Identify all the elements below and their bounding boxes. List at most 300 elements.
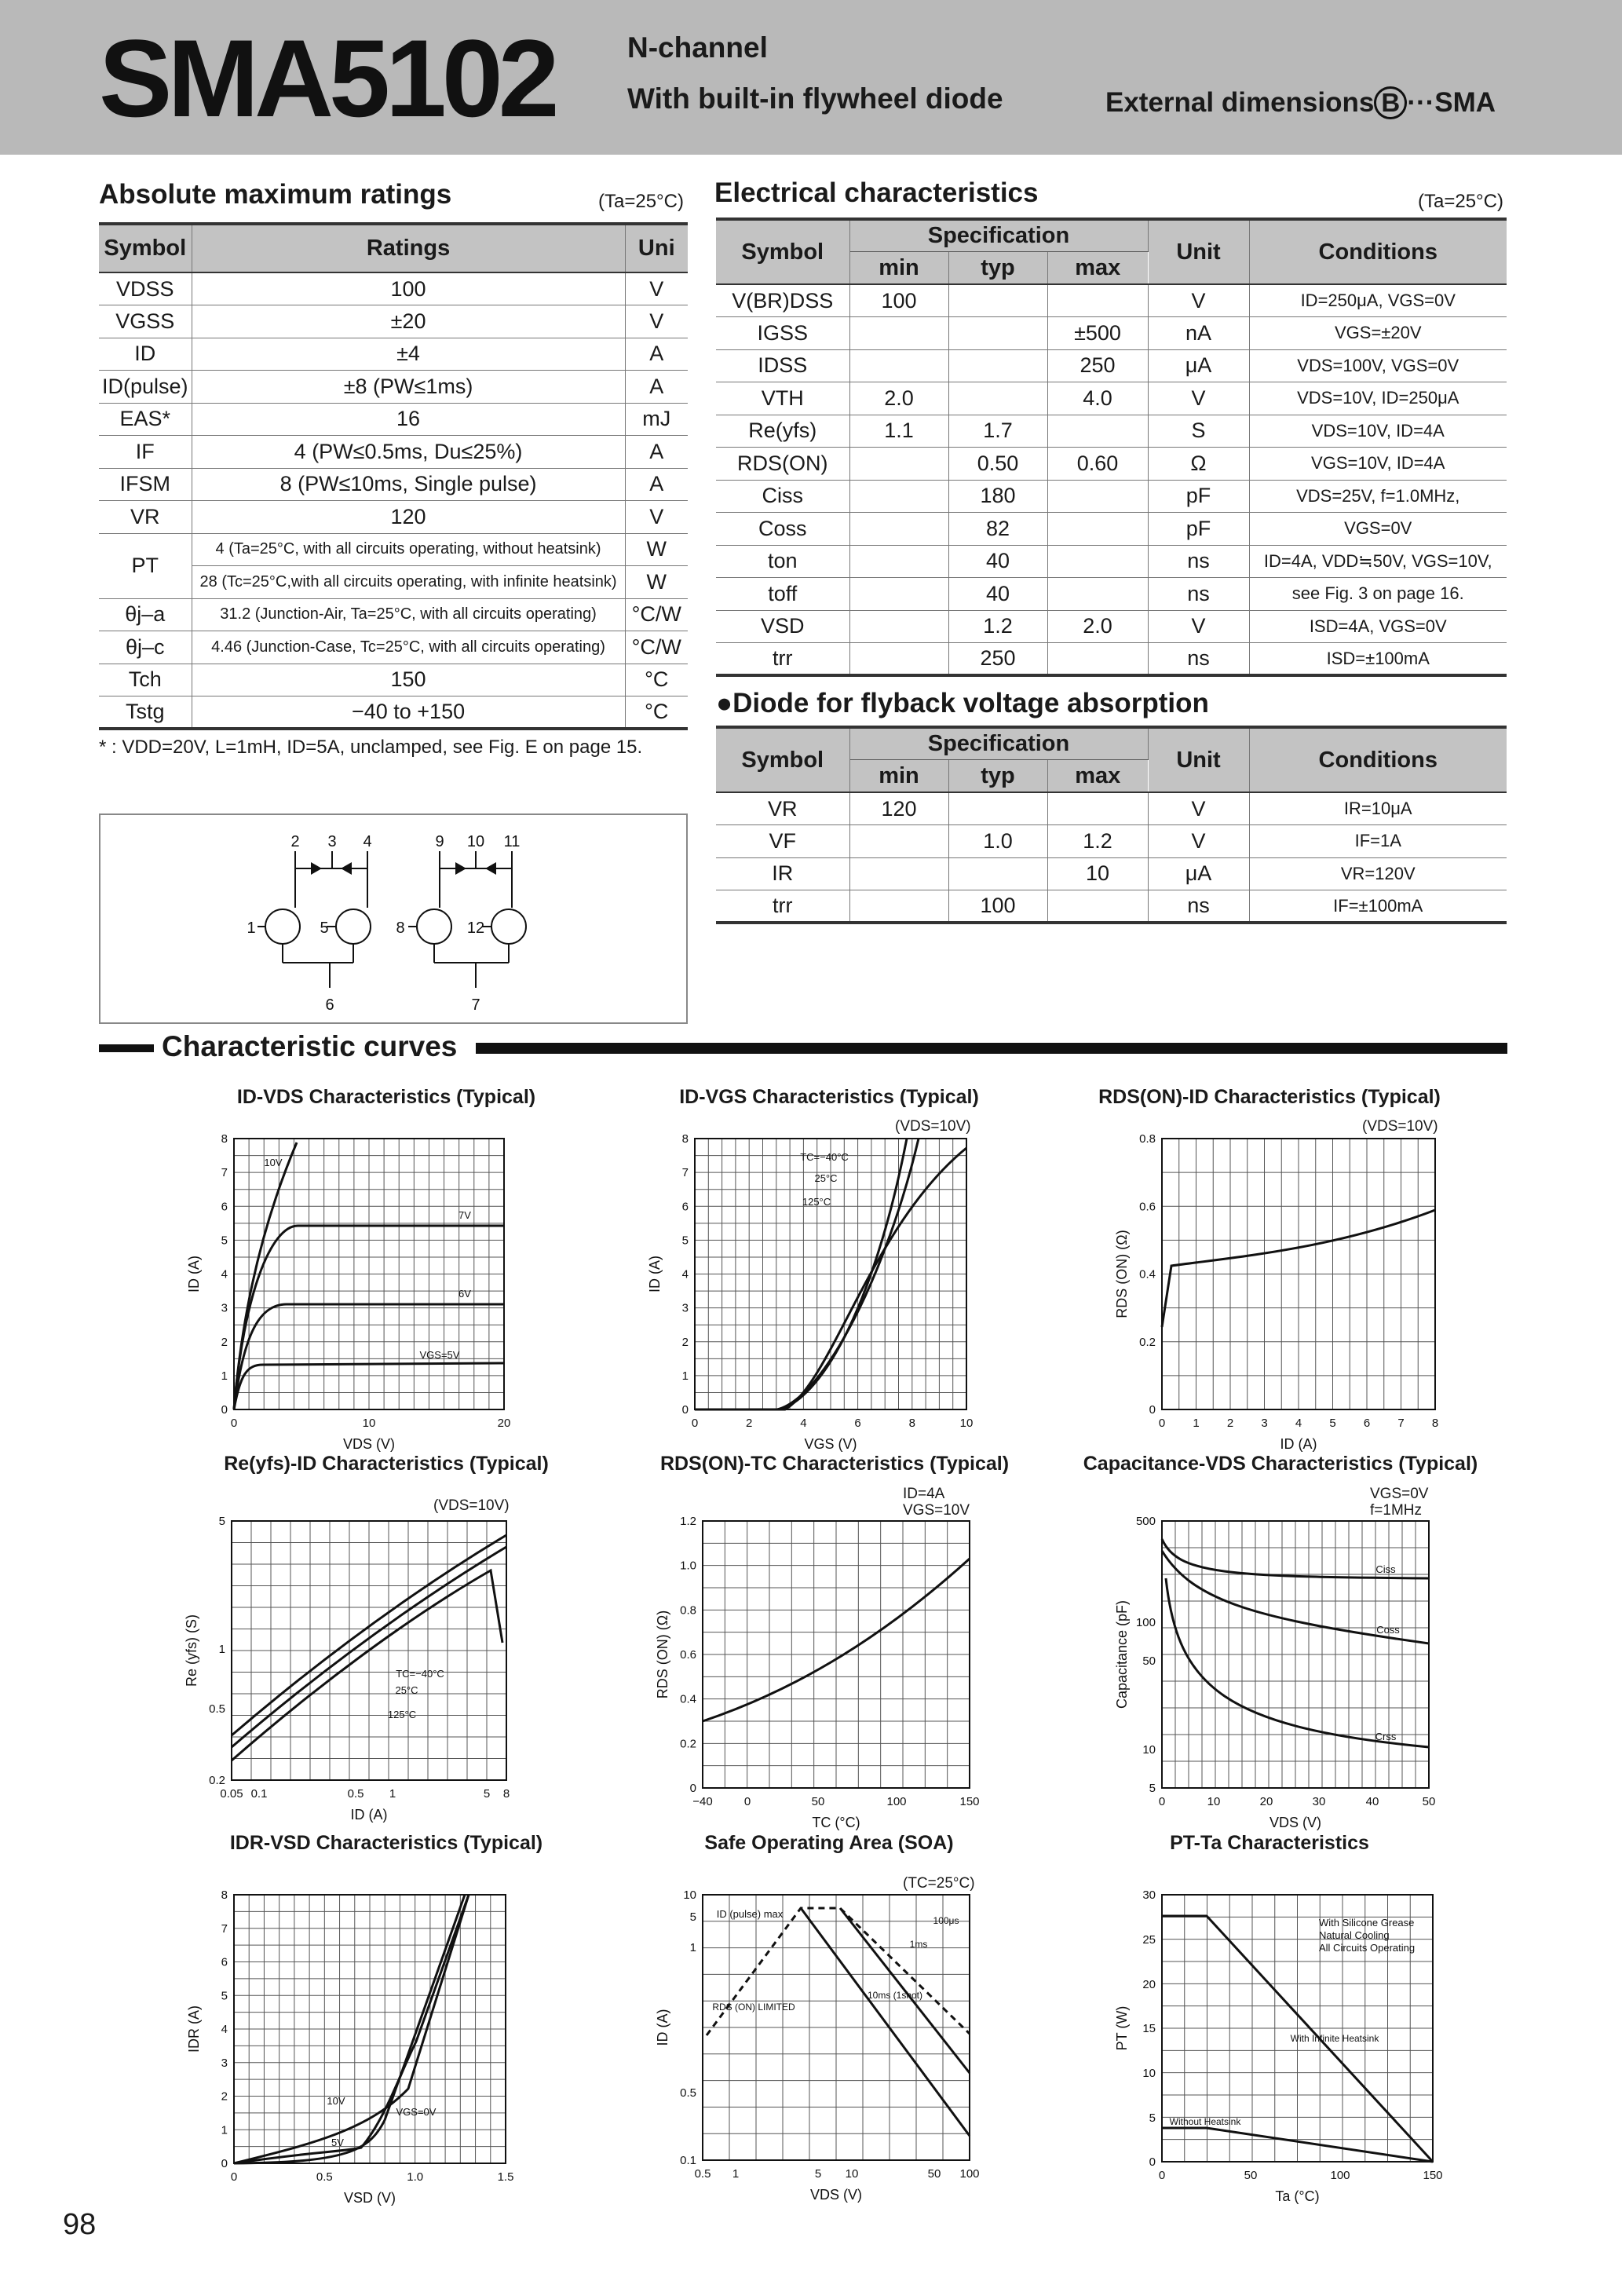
page-number: 98: [63, 2208, 97, 2241]
elec-header-unit: Unit: [1148, 219, 1249, 284]
y-axis-label: PT (W): [1114, 2005, 1130, 2051]
x-tick-label: 8: [502, 1787, 510, 1801]
chart6-title: Capacitance-VDS Characteristics (Typical): [1083, 1453, 1478, 1475]
x-tick-label: 50: [1244, 2169, 1258, 2182]
curve-soa-10ms: [801, 1908, 970, 2136]
elec-conditions: ISD=4A, VGS=0V: [1249, 610, 1507, 643]
x-tick-label: 0.5: [694, 2167, 711, 2181]
chart8-title: Safe Operating Area (SOA): [704, 1832, 954, 1854]
chart2-condition: (VDS=10V): [895, 1118, 971, 1135]
x-tick-label: 40: [1365, 1795, 1379, 1808]
x-tick-label: 5: [1329, 1417, 1336, 1430]
y-tick-label: 0.4: [680, 1692, 696, 1706]
x-tick-label: 0.05: [220, 1787, 243, 1801]
elec-symbol: trr: [716, 643, 849, 676]
elec-symbol: IGSS: [716, 317, 849, 350]
chart5-condition-id: ID=4A: [903, 1486, 945, 1502]
elec-condition: (Ta=25°C): [1418, 191, 1503, 212]
y-tick-label: 0.2: [209, 1774, 225, 1787]
elec-conditions: see Fig. 3 on page 16.: [1249, 578, 1507, 611]
y-tick-label: 25: [1142, 1933, 1156, 1947]
pin-9: 9: [435, 833, 444, 850]
amr-rating: 4.46 (Junction-Case, Tc=25°C, with all circuits operating): [192, 631, 625, 664]
x-tick-label: 6: [854, 1417, 861, 1430]
diode-header-conditions: Conditions: [1249, 727, 1507, 792]
amr-unit: V: [625, 272, 688, 305]
x-tick-label: 10: [362, 1417, 376, 1430]
curve-label-idpulse: ID (pulse) max: [716, 1908, 784, 1920]
chart6-condition-f: f=1MHz: [1370, 1502, 1422, 1519]
y-tick-label: 3: [221, 2056, 228, 2070]
elec-max: 4.0: [1047, 382, 1148, 415]
x-tick-label: 5: [483, 1787, 491, 1801]
amr-unit: A: [625, 338, 688, 371]
curve-label-125c: 125°C: [387, 1709, 417, 1720]
amr-rating: 100: [192, 272, 625, 305]
chart-1: [234, 1139, 504, 1409]
amr-footnote: * : VDD=20V, L=1mH, ID=5A, unclamped, see Fig. E on page 15.: [99, 737, 643, 758]
chart9-title: PT-Ta Characteristics: [1170, 1832, 1369, 1854]
amr-unit: °C: [625, 696, 688, 729]
diode-max: 1.2: [1047, 825, 1148, 858]
y-tick-label: 20: [1142, 1978, 1156, 1991]
diode-header-spec: Specification: [849, 727, 1148, 760]
amr-rating: 4 (Ta=25°C, with all circuits operating, without heatsink): [192, 533, 625, 566]
y-tick-label: 8: [221, 1888, 228, 1902]
y-tick-label: 6: [681, 1200, 689, 1214]
elec-unit: μA: [1148, 349, 1249, 382]
y-tick-label: 7: [221, 1166, 228, 1180]
y-tick-label: 3: [221, 1301, 228, 1315]
x-axis-label: ID (A): [1280, 1436, 1317, 1452]
y-tick-label: 5: [1149, 2111, 1156, 2125]
y-tick-label: 8: [221, 1132, 228, 1146]
amr-unit: A: [625, 436, 688, 469]
y-tick-label: 8: [681, 1132, 689, 1146]
x-tick-label: 1: [1193, 1417, 1200, 1430]
elec-unit: V: [1148, 610, 1249, 643]
curve-label-125c: 125°C: [802, 1196, 831, 1208]
elec-typ: 1.7: [948, 415, 1047, 448]
y-tick-label: 1.2: [680, 1515, 696, 1528]
elec-typ: 250: [948, 643, 1047, 676]
amr-header-symbol: Symbol: [99, 224, 192, 272]
x-axis-label: TC (°C): [812, 1815, 860, 1830]
elec-typ: 40: [948, 545, 1047, 578]
diode-typ: 1.0: [948, 825, 1047, 858]
amr-rating: ±8 (PW≤1ms): [192, 371, 625, 404]
amr-symbol: EAS*: [99, 403, 192, 436]
elec-conditions: VDS=100V, VGS=0V: [1249, 349, 1507, 382]
elec-typ: 82: [948, 513, 1047, 546]
elec-conditions: ISD=±100mA: [1249, 643, 1507, 676]
pin-3: 3: [327, 833, 337, 850]
y-tick-label: 5: [218, 1515, 225, 1528]
x-tick-label: 10: [1207, 1795, 1221, 1808]
curve-label-ciss: Ciss: [1375, 1563, 1396, 1575]
y-tick-label: 0.5: [209, 1702, 225, 1716]
y-tick-label: 2: [221, 1335, 228, 1349]
amr-rating: ±20: [192, 305, 625, 338]
amr-symbol: IFSM: [99, 468, 192, 501]
x-tick-label: 0.1: [250, 1787, 268, 1801]
elec-symbol: VTH: [716, 382, 849, 415]
y-tick-label: 1: [681, 1369, 689, 1383]
x-tick-label: 50: [811, 1795, 825, 1808]
pin-5: 5: [320, 919, 329, 937]
x-tick-label: 30: [1312, 1795, 1326, 1808]
y-tick-label: 0.5: [680, 2086, 696, 2100]
y-tick-label: 0: [681, 1403, 689, 1417]
diode-header-min: min: [849, 760, 948, 793]
elec-unit: ns: [1148, 545, 1249, 578]
amr-rating: 28 (Tc=25°C,with all circuits operating, with infinite heatsink): [192, 566, 625, 599]
y-tick-label: 0.2: [680, 1737, 696, 1751]
pin-8: 8: [396, 919, 405, 937]
pin-10: 10: [466, 833, 485, 850]
y-tick-label: 0.2: [1139, 1335, 1156, 1349]
curve-label-25c: 25°C: [395, 1684, 418, 1696]
y-tick-label: 0: [221, 2157, 228, 2170]
amr-unit: A: [625, 371, 688, 404]
curve-label-coss: Coss: [1376, 1624, 1400, 1636]
y-axis-label: IDR (A): [186, 2005, 202, 2053]
elec-unit: S: [1148, 415, 1249, 448]
x-tick-label: 0.5: [316, 2170, 333, 2184]
elec-header-conditions: Conditions: [1249, 219, 1507, 284]
curve-crss: [1166, 1578, 1429, 1747]
diode-header-typ: typ: [948, 760, 1047, 793]
y-tick-label: 5: [681, 1234, 689, 1248]
diode-symbol: trr: [716, 890, 849, 923]
elec-conditions: VGS=0V: [1249, 513, 1507, 546]
y-tick-label: 10: [1142, 1743, 1156, 1757]
elec-unit: ns: [1148, 578, 1249, 611]
chart-7: [234, 1895, 506, 2163]
amr-unit: W: [625, 533, 688, 566]
diode-unit: ns: [1148, 890, 1249, 923]
y-axis-label: ID (A): [186, 1256, 202, 1292]
y-tick-label: 5: [221, 1234, 228, 1248]
diode-unit: V: [1148, 792, 1249, 825]
x-tick-label: 0: [743, 1795, 751, 1808]
y-tick-label: 0.8: [1139, 1132, 1156, 1146]
x-tick-label: 5: [814, 2167, 822, 2181]
y-tick-label: 1.0: [680, 1559, 696, 1573]
x-tick-label: 150: [1423, 2169, 1443, 2182]
elec-symbol: RDS(ON): [716, 448, 849, 481]
elec-unit: pF: [1148, 480, 1249, 513]
elec-unit: Ω: [1148, 448, 1249, 481]
y-tick-label: 1: [221, 1369, 228, 1383]
elec-symbol: ton: [716, 545, 849, 578]
y-tick-label: 1: [689, 1941, 696, 1954]
y-tick-label: 6: [221, 1955, 228, 1969]
y-tick-label: 1: [221, 2123, 228, 2137]
elec-conditions: VGS=±20V: [1249, 317, 1507, 350]
x-tick-label: 50: [1422, 1795, 1436, 1808]
amr-unit: V: [625, 501, 688, 534]
elec-unit: V: [1148, 382, 1249, 415]
y-axis-label: Re (yfs) (S): [184, 1614, 199, 1687]
pin-11: 11: [503, 833, 521, 850]
x-tick-label: 20: [1259, 1795, 1273, 1808]
elec-header-typ: typ: [948, 252, 1047, 285]
y-tick-label: 0: [221, 1403, 228, 1417]
y-tick-label: 50: [1142, 1654, 1156, 1668]
elec-conditions: VDS=10V, ID=4A: [1249, 415, 1507, 448]
diode-max: 10: [1047, 857, 1148, 890]
x-tick-label: 0: [1158, 1417, 1166, 1430]
curve-label-10v: 10V: [264, 1157, 283, 1168]
x-axis-label: VDS (V): [1269, 1815, 1322, 1830]
diode-header-symbol: Symbol: [716, 727, 849, 792]
elec-max: 250: [1047, 349, 1148, 382]
elec-max: 2.0: [1047, 610, 1148, 643]
elec-symbol: Ciss: [716, 480, 849, 513]
y-tick-label: 15: [1142, 2022, 1156, 2035]
ext-label: External dimensions: [1105, 87, 1375, 118]
chart7-title: IDR-VSD Characteristics (Typical): [229, 1832, 543, 1854]
amr-symbol: θj–a: [99, 598, 192, 631]
y-tick-label: 0.6: [680, 1648, 696, 1662]
elec-unit: nA: [1148, 317, 1249, 350]
amr-unit: A: [625, 468, 688, 501]
amr-unit: mJ: [625, 403, 688, 436]
amr-title: Absolute maximum ratings: [99, 179, 452, 210]
x-tick-label: 100: [1330, 2169, 1350, 2182]
chart2-title: ID-VGS Characteristics (Typical): [679, 1086, 979, 1108]
y-tick-label: 1: [218, 1643, 225, 1656]
x-tick-label: 1: [732, 2167, 740, 2181]
diode-typ: 100: [948, 890, 1047, 923]
pin-6: 6: [325, 996, 334, 1014]
amr-rating: −40 to +150: [192, 696, 625, 729]
y-tick-label: 2: [221, 2089, 228, 2104]
x-axis-label: Ta (°C): [1275, 2188, 1320, 2204]
x-tick-label: 1: [389, 1787, 396, 1801]
y-tick-label: 30: [1142, 1888, 1156, 1902]
x-tick-label: −40: [692, 1795, 713, 1808]
y-tick-label: 500: [1135, 1515, 1156, 1528]
curve-label-10v: 10V: [327, 2095, 345, 2107]
subtitle-channel: N-channel: [627, 31, 768, 64]
x-tick-label: 50: [927, 2167, 941, 2181]
amr-symbol: Tstg: [99, 696, 192, 729]
elec-unit: V: [1148, 284, 1249, 317]
elec-typ: 40: [948, 578, 1047, 611]
elec-unit: pF: [1148, 513, 1249, 546]
elec-symbol: IDSS: [716, 349, 849, 382]
amr-unit: °C/W: [625, 598, 688, 631]
curve-label-without: Without Heatsink: [1169, 2116, 1241, 2127]
note-natural-cooling: Natural Cooling: [1319, 1929, 1390, 1941]
chart-5: [703, 1521, 970, 1788]
pin-1: 1: [247, 919, 256, 937]
x-axis-label: VDS (V): [809, 2187, 863, 2203]
x-tick-label: 2: [1226, 1417, 1234, 1430]
y-tick-label: 3: [681, 1301, 689, 1315]
curve-label-m40c: TC=−40°C: [800, 1151, 849, 1163]
x-tick-label: 8: [908, 1417, 915, 1430]
diode-header-unit: Unit: [1148, 727, 1249, 792]
amr-symbol: VDSS: [99, 272, 192, 305]
amr-symbol: VGSS: [99, 305, 192, 338]
curve-label-7v: 7V: [458, 1209, 471, 1221]
elec-conditions: VDS=10V, ID=250μA: [1249, 382, 1507, 415]
y-tick-label: 0.6: [1139, 1200, 1156, 1214]
elec-min: 2.0: [849, 382, 948, 415]
amr-rating: ±4: [192, 338, 625, 371]
y-tick-label: 10: [683, 1888, 696, 1902]
note-silicone: With Silicone Grease: [1319, 1917, 1415, 1929]
y-tick-label: 0.4: [1139, 1267, 1156, 1281]
amr-symbol: ID(pulse): [99, 371, 192, 404]
amr-rating: 4 (PW≤0.5ms, Du≤25%): [192, 436, 625, 469]
x-tick-label: 0: [691, 1417, 699, 1430]
elec-header-spec: Specification: [849, 219, 1148, 252]
amr-header-ratings: Ratings: [192, 224, 625, 272]
diode-min: 120: [849, 792, 948, 825]
x-tick-label: 0: [1158, 1795, 1166, 1808]
diode-unit: μA: [1148, 857, 1249, 890]
x-tick-label: 4: [1295, 1417, 1302, 1430]
y-tick-label: 7: [681, 1166, 689, 1180]
y-tick-label: 7: [221, 1921, 228, 1936]
y-axis-label: ID (A): [647, 1256, 663, 1292]
circled-b-icon: B: [1374, 86, 1407, 119]
amr-symbol: IF: [99, 436, 192, 469]
x-tick-label: 100: [886, 1795, 907, 1808]
curve-10v: [234, 1143, 297, 1409]
amr-symbol: Tch: [99, 664, 192, 696]
amr-symbol: ID: [99, 338, 192, 371]
pin-2: 2: [290, 833, 300, 850]
x-tick-label: 2: [746, 1417, 753, 1430]
elec-conditions: VDS=25V, f=1.0MHz,: [1249, 480, 1507, 513]
chart-6: [1162, 1521, 1429, 1788]
y-axis-label: RDS (ON) (Ω): [1114, 1230, 1130, 1318]
elec-typ: 180: [948, 480, 1047, 513]
pin-7: 7: [471, 996, 480, 1014]
amr-header-unit: Uni: [625, 224, 688, 272]
curve-label-infinite: With Infinite Heatsink: [1290, 2033, 1379, 2044]
curves-title: Characteristic curves: [162, 1030, 458, 1062]
x-axis-label: VDS (V): [342, 1436, 396, 1452]
x-tick-label: 10: [845, 2167, 859, 2181]
y-tick-label: 4: [681, 1267, 689, 1281]
elec-max: 0.60: [1047, 448, 1148, 481]
diode-header-max: max: [1047, 760, 1148, 793]
diode-symbol: VR: [716, 792, 849, 825]
elec-header-symbol: Symbol: [716, 219, 849, 284]
elec-title: Electrical characteristics: [714, 177, 1039, 208]
y-axis-label: ID (A): [655, 2009, 670, 2046]
amr-unit: °C: [625, 664, 688, 696]
curve-label-5v: 5V: [331, 2137, 344, 2148]
diode-unit: V: [1148, 825, 1249, 858]
diode-symbol: IR: [716, 857, 849, 890]
curve-label-5v: VGS=5V: [419, 1349, 460, 1361]
part-number: SMA5102: [99, 16, 555, 140]
x-tick-label: 10: [959, 1417, 974, 1430]
y-tick-label: 4: [221, 2023, 228, 2036]
chart4-title: Re(yfs)-ID Characteristics (Typical): [224, 1453, 549, 1475]
curve-label-crss: Crss: [1375, 1731, 1397, 1742]
diode-symbol: VF: [716, 825, 849, 858]
x-tick-label: 1.0: [407, 2170, 424, 2184]
elec-header-min: min: [849, 252, 948, 285]
amr-condition: (Ta=25°C): [598, 191, 684, 212]
x-tick-label: 0: [230, 2170, 238, 2184]
x-tick-label: 0: [230, 1417, 238, 1430]
curve-label-m40c: TC=−40°C: [396, 1668, 444, 1680]
y-axis-label: RDS (ON) (Ω): [655, 1610, 670, 1699]
amr-unit: °C/W: [625, 631, 688, 664]
chart3-title: RDS(ON)-ID Characteristics (Typical): [1098, 1086, 1441, 1108]
chart5-title: RDS(ON)-TC Characteristics (Typical): [659, 1453, 1010, 1475]
curve-label-1ms: 1ms: [909, 1939, 928, 1950]
y-tick-label: 5: [689, 1910, 696, 1924]
curve-label-25c: 25°C: [814, 1172, 838, 1184]
elec-symbol: VSD: [716, 610, 849, 643]
subtitle-diode: With built-in flywheel diode: [627, 82, 1003, 115]
diode-conditions: IF=1A: [1249, 825, 1507, 858]
elec-typ: 1.2: [948, 610, 1047, 643]
amr-unit: W: [625, 566, 688, 599]
amr-rating: 150: [192, 664, 625, 696]
elec-min: 1.1: [849, 415, 948, 448]
y-tick-label: 5: [1149, 1782, 1156, 1795]
elec-unit: ns: [1148, 643, 1249, 676]
curve-label-100us: 100μs: [933, 1915, 959, 1926]
pin-12: 12: [466, 919, 485, 937]
note-all-circuits: All Circuits Operating: [1319, 1942, 1416, 1954]
curve-label-6v: 6V: [458, 1288, 471, 1300]
y-tick-label: 4: [221, 1267, 228, 1281]
y-tick-label: 0: [1149, 1403, 1156, 1417]
curve-label-0v: VGS=0V: [396, 2106, 437, 2118]
amr-rating: 31.2 (Junction-Air, Ta=25°C, with all circuits operating): [192, 598, 625, 631]
diode-conditions: IR=10μA: [1249, 792, 1507, 825]
amr-rating: 16: [192, 403, 625, 436]
elec-symbol: Re(yfs): [716, 415, 849, 448]
amr-symbol: PT: [99, 533, 192, 598]
elec-conditions: ID=250μA, VGS=0V: [1249, 284, 1507, 317]
y-axis-label: Capacitance (pF): [1114, 1600, 1130, 1709]
x-tick-label: 6: [1363, 1417, 1371, 1430]
ext-suffix: ···SMA: [1407, 87, 1496, 118]
pin-4: 4: [363, 833, 372, 850]
elec-symbol: toff: [716, 578, 849, 611]
chart8-condition: (TC=25°C): [903, 1875, 975, 1892]
elec-min: 100: [849, 284, 948, 317]
y-tick-label: 0.8: [680, 1603, 696, 1618]
elec-conditions: ID=4A, VDD≒50V, VGS=10V,: [1249, 545, 1507, 578]
amr-symbol: θj–c: [99, 631, 192, 664]
x-tick-label: 150: [959, 1795, 980, 1808]
x-tick-label: 3: [1261, 1417, 1268, 1430]
y-tick-label: 5: [221, 1989, 228, 2003]
elec-symbol: V(BR)DSS: [716, 284, 849, 317]
curve-soa-100us: [707, 1908, 970, 2035]
x-tick-label: 0: [1158, 2169, 1166, 2182]
diode-conditions: VR=120V: [1249, 857, 1507, 890]
amr-rating: 120: [192, 501, 625, 534]
chart1-title: ID-VDS Characteristics (Typical): [236, 1086, 536, 1108]
y-tick-label: 6: [221, 1200, 228, 1214]
x-axis-label: ID (A): [350, 1807, 388, 1823]
